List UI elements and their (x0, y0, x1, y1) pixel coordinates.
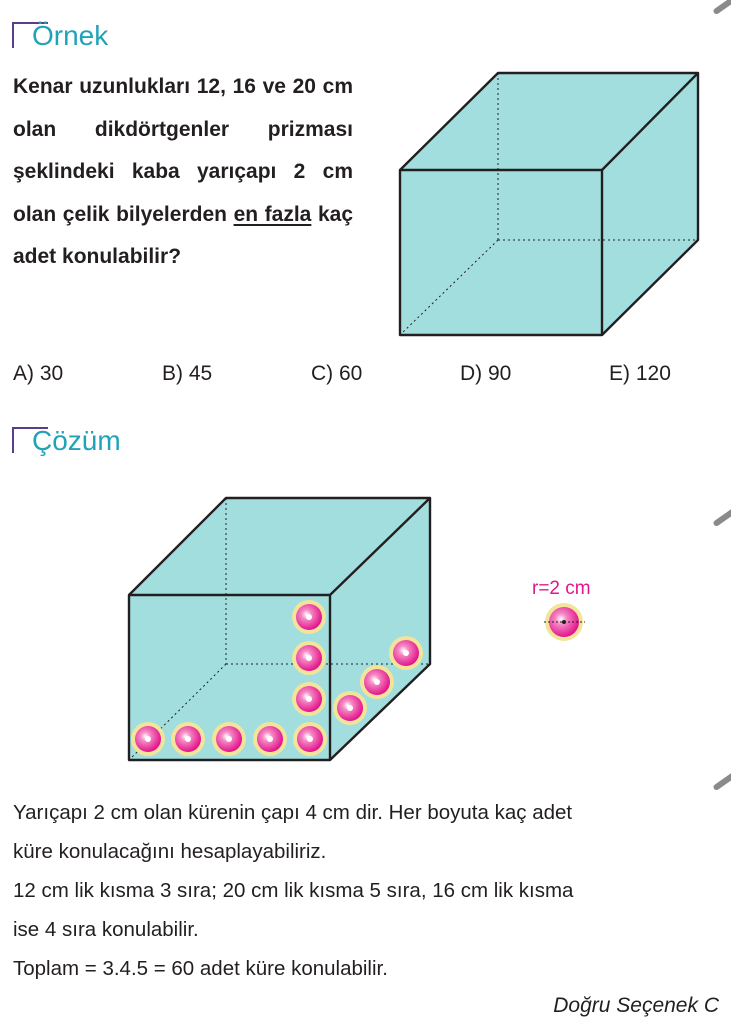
example-heading: Örnek (32, 20, 109, 51)
page-edge-mark (712, 0, 731, 15)
radius-ball-figure (540, 600, 588, 646)
steel-ball (131, 722, 165, 756)
steel-ball (292, 682, 326, 716)
solution-prism-figure (120, 492, 440, 768)
steel-ball (171, 722, 205, 756)
steel-ball (333, 691, 367, 725)
solution-line-5: Toplam = 3.4.5 = 60 adet küre konulabilir. (13, 957, 388, 980)
steel-ball (212, 722, 246, 756)
steel-ball (293, 722, 327, 756)
solution-line-2: küre konulacağını hesaplayabiliriz. (13, 840, 327, 863)
steel-ball (292, 641, 326, 675)
correct-answer: Doğru Seçenek C (553, 994, 719, 1017)
solution-line-4: ise 4 sıra konulabilir. (13, 918, 199, 941)
steel-ball (253, 722, 287, 756)
problem-text (13, 66, 353, 279)
choice-e: E) 120 (609, 362, 671, 385)
steel-ball (360, 665, 394, 699)
problem-text-after: kaç adet konulabilir? (13, 202, 353, 268)
solution-line-1: Yarıçapı 2 cm olan kürenin çapı 4 cm dir. Her boyuta kaç adet (13, 801, 573, 824)
ball-column-vertical (292, 600, 326, 716)
steel-ball (389, 636, 423, 670)
example-prism-figure (390, 65, 710, 345)
solution-line-3: 12 cm lik kısma 3 sıra; 20 cm lik kısma 5 sıra, 16 cm lik kısma (13, 879, 574, 902)
page-edge-mark (712, 503, 731, 527)
radius-label: r=2 cm (532, 578, 591, 599)
problem-text-before: Kenar uzunlukları 12, 16 ve 20 cm olan dikdörtgenler prizması şeklindeki kaba yarıçapı 2 cm olan çelik bilyelerden (13, 75, 353, 226)
choice-c: C) 60 (311, 362, 363, 385)
steel-ball (292, 600, 326, 634)
page-edge-mark (712, 767, 731, 791)
prism-front-face (400, 170, 602, 335)
choice-a: A) 30 (13, 362, 64, 385)
problem-emphasis: en fazla (233, 202, 312, 226)
solution-heading: Çözüm (32, 425, 121, 456)
choice-d: D) 90 (460, 362, 512, 385)
choice-b: B) 45 (162, 362, 213, 385)
